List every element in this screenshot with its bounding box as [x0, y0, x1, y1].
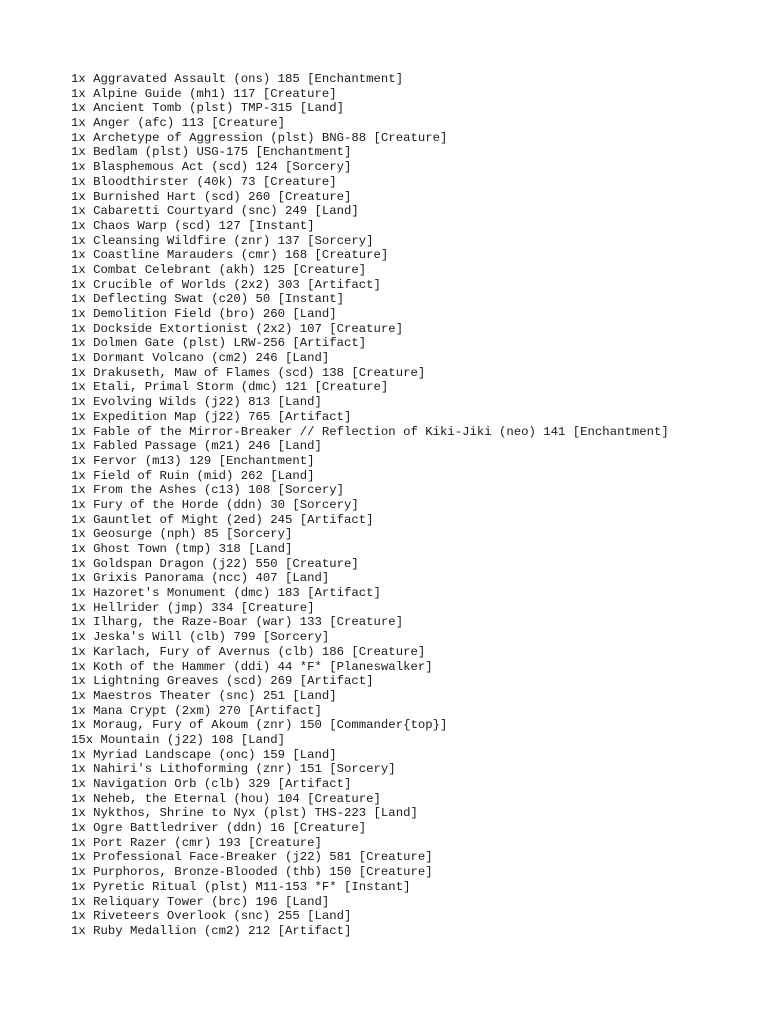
deck-list-item: 1x Koth of the Hammer (ddi) 44 *F* [Planeswalker]	[71, 659, 433, 674]
deck-list-item: 1x Ogre Battledriver (ddn) 16 [Creature]	[71, 821, 367, 836]
deck-list-item: 1x Alpine Guide (mh1) 117 [Creature]	[71, 86, 337, 101]
deck-list-item: 1x Cleansing Wildfire (znr) 137 [Sorcery]	[71, 233, 374, 248]
deck-list-item: 1x Bloodthirster (40k) 73 [Creature]	[71, 174, 337, 189]
deck-list-item: 1x Coastline Marauders (cmr) 168 [Creature]	[71, 248, 389, 263]
deck-list-item: 1x Bedlam (plst) USG-175 [Enchantment]	[71, 145, 352, 160]
deck-list-item: 1x From the Ashes (c13) 108 [Sorcery]	[71, 483, 345, 498]
deck-list-item: 1x Karlach, Fury of Avernus (clb) 186 [Creature]	[71, 644, 426, 659]
deck-list-item: 1x Ilharg, the Raze-Boar (war) 133 [Creature]	[71, 615, 404, 630]
deck-list-item: 1x Fury of the Horde (ddn) 30 [Sorcery]	[71, 497, 359, 512]
deck-list-item: 1x Crucible of Worlds (2x2) 303 [Artifact]	[71, 277, 381, 292]
deck-list-item: 1x Professional Face-Breaker (j22) 581 [Creature]	[71, 850, 433, 865]
deck-list-item: 1x Aggravated Assault (ons) 185 [Enchantment]	[71, 72, 404, 86]
deck-list-item: 1x Blasphemous Act (scd) 124 [Sorcery]	[71, 160, 352, 175]
deck-list-item: 1x Nykthos, Shrine to Nyx (plst) THS-223 [Land]	[71, 806, 418, 821]
deck-list-item: 1x Dormant Volcano (cm2) 246 [Land]	[71, 351, 330, 366]
deck-list-item: 1x Fabled Passage (m21) 246 [Land]	[71, 439, 322, 454]
deck-list-item: 1x Neheb, the Eternal (hou) 104 [Creature]	[71, 791, 381, 806]
deck-list-item: 1x Fervor (m13) 129 [Enchantment]	[71, 453, 315, 468]
deck-list-item: 1x Hazoret's Monument (dmc) 183 [Artifact]	[71, 586, 381, 601]
deck-list-item: 1x Etali, Primal Storm (dmc) 121 [Creature]	[71, 380, 389, 395]
deck-list-item: 1x Mana Crypt (2xm) 270 [Artifact]	[71, 703, 322, 718]
deck-list-item: 1x Hellrider (jmp) 334 [Creature]	[71, 600, 315, 615]
deck-list-item: 1x Riveteers Overlook (snc) 255 [Land]	[71, 909, 352, 924]
deck-list-item: 1x Demolition Field (bro) 260 [Land]	[71, 307, 337, 321]
deck-list-item: 1x Navigation Orb (clb) 329 [Artifact]	[71, 777, 352, 791]
deck-list-item: 1x Maestros Theater (snc) 251 [Land]	[71, 688, 337, 703]
deck-list-item: 1x Geosurge (nph) 85 [Sorcery]	[71, 527, 293, 542]
deck-list-item: 1x Ancient Tomb (plst) TMP-315 [Land]	[71, 101, 345, 116]
deck-list-item: 1x Moraug, Fury of Akoum (znr) 150 [Commander{top}]	[71, 718, 448, 733]
deck-list-item: 1x Drakuseth, Maw of Flames (scd) 138 [Creature]	[71, 365, 426, 380]
deck-list-item: 1x Combat Celebrant (akh) 125 [Creature]	[71, 262, 367, 277]
deck-list-item: 1x Nahiri's Lithoforming (znr) 151 [Sorcery]	[71, 762, 396, 777]
deck-list-item: 1x Purphoros, Bronze-Blooded (thb) 150 [Creature]	[71, 865, 433, 880]
deck-list-item: 1x Dockside Extortionist (2x2) 107 [Creature]	[71, 321, 404, 336]
deck-list-item: 1x Ghost Town (tmp) 318 [Land]	[71, 542, 293, 556]
deck-list-item: 1x Field of Ruin (mid) 262 [Land]	[71, 468, 315, 483]
deck-list-item: 1x Chaos Warp (scd) 127 [Instant]	[71, 218, 315, 233]
deck-list-item: 1x Deflecting Swat (c20) 50 [Instant]	[71, 292, 345, 307]
deck-list-item: 1x Burnished Hart (scd) 260 [Creature]	[71, 189, 352, 204]
deck-list	[71, 72, 669, 939]
deck-list-item: 1x Gauntlet of Might (2ed) 245 [Artifact]	[71, 512, 374, 527]
deck-list-item: 1x Goldspan Dragon (j22) 550 [Creature]	[71, 556, 359, 571]
deck-list-item: 1x Expedition Map (j22) 765 [Artifact]	[71, 409, 352, 424]
deck-list-item: 15x Mountain (j22) 108 [Land]	[71, 732, 286, 747]
deck-list-item: 1x Evolving Wilds (j22) 813 [Land]	[71, 395, 322, 410]
deck-list-item: 1x Jeska's Will (clb) 799 [Sorcery]	[71, 630, 330, 645]
deck-list-item: 1x Fable of the Mirror-Breaker // Reflection of Kiki-Jiki (neo) 141 [Enchantment]	[71, 424, 669, 439]
deck-list-item: 1x Anger (afc) 113 [Creature]	[71, 116, 286, 131]
deck-list-item: 1x Reliquary Tower (brc) 196 [Land]	[71, 894, 330, 909]
deck-list-item: 1x Port Razer (cmr) 193 [Creature]	[71, 835, 322, 850]
deck-list-item: 1x Myriad Landscape (onc) 159 [Land]	[71, 747, 337, 762]
deck-list-item: 1x Pyretic Ritual (plst) M11-153 *F* [Instant]	[71, 879, 411, 894]
deck-list-item: 1x Lightning Greaves (scd) 269 [Artifact]	[71, 674, 374, 689]
deck-list-item: 1x Archetype of Aggression (plst) BNG-88 [Creature]	[71, 130, 448, 145]
deck-list-item: 1x Cabaretti Courtyard (snc) 249 [Land]	[71, 204, 359, 219]
deck-list-item: 1x Grixis Panorama (ncc) 407 [Land]	[71, 571, 330, 586]
deck-list-item: 1x Ruby Medallion (cm2) 212 [Artifact]	[71, 923, 352, 938]
deck-list-item: 1x Dolmen Gate (plst) LRW-256 [Artifact]	[71, 336, 367, 351]
